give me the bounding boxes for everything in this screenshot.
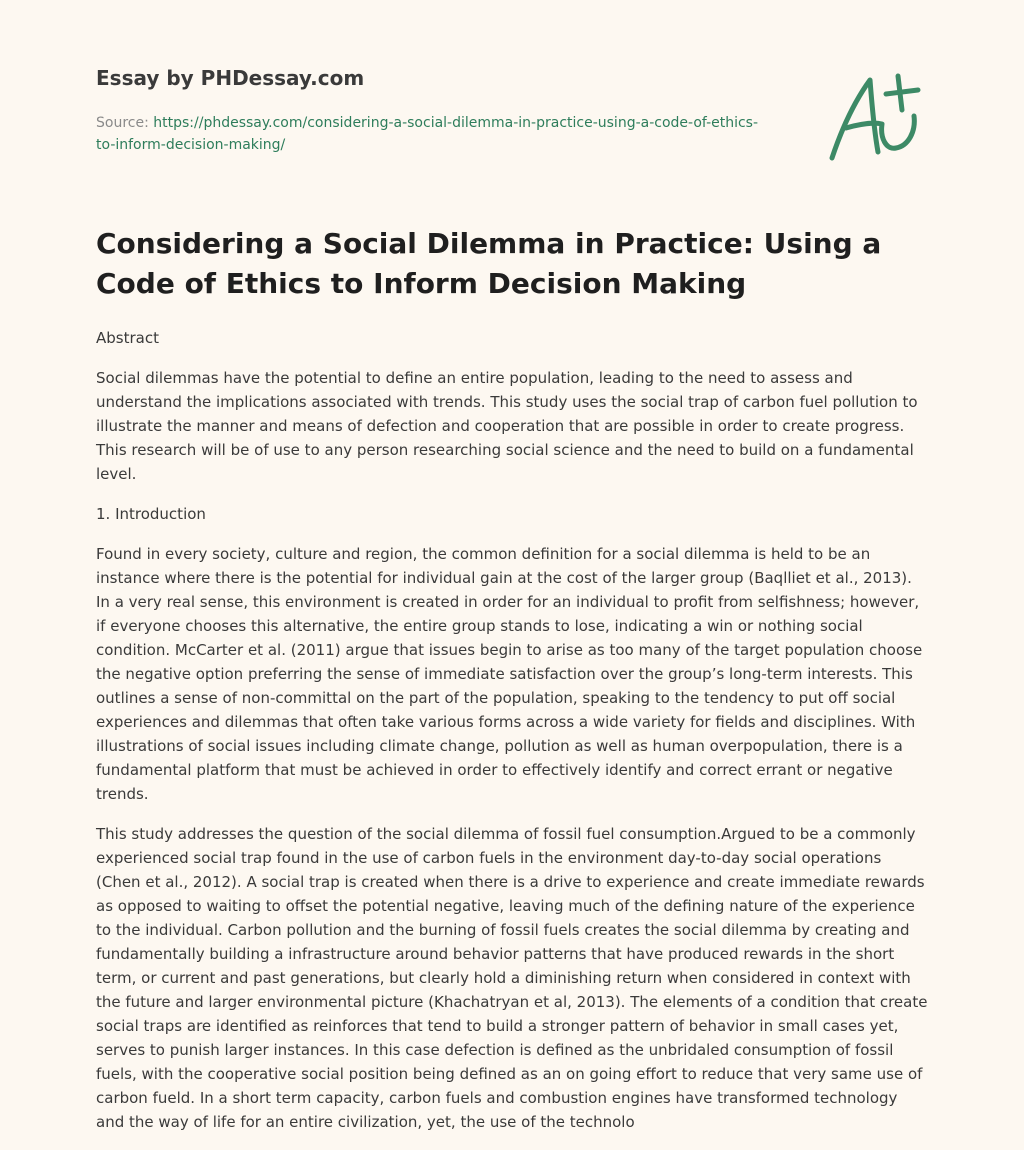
site-brand: Essay by PHDessay.com (96, 66, 365, 90)
body-paragraph-1: Found in every society, culture and region, the common definition for a social dilemma is held to be an instance where there is the potential for individual gain at the cost of the larger group (Baqlliet et al., 2013). In a very real sense, this environment is created in order for an individual to profit from selfishness; however, if everyone chooses this alternative, the entire group stands to lose, indicating a win or nothing social condition. McCarter et al. (2011) argue that issues begin to arise as too many of the target population choose the negative option preferring the sense of immediate satisfaction over the group’s long-term interests. This outlines a sense of non-committal on the part of the population, speaking to the tendency to put off social experiences and dilemmas that often take various forms across a wide variety for fields and disciplines. With illustrations of social issues including climate change, pollution as well as human overpopulation, there is a fundamental platform that must be achieved in order to effectively identify and correct errant or negative trends. (96, 545, 923, 803)
essay-title: Considering a Social Dilemma in Practice: Using a Code of Ethics to Inform Decision Making (96, 227, 882, 300)
abstract-heading: Abstract (96, 329, 159, 347)
a-plus-logo-icon (820, 66, 930, 166)
abstract-paragraph: Social dilemmas have the potential to define an entire population, leading to the need to assess and understand the implications associated with trends. This study uses the social trap of carbon fuel pollution to illustrate the manner and means of defection and cooperation that are possible in order to create progress. This research will be of use to any person researching social science and the need to build on a fundamental level. (96, 369, 918, 483)
source-link[interactable]: https://phdessay.com/considering-a-social-dilemma-in-practice-using-a-code-of-ethics-to-inform-decision-making/ (96, 115, 759, 153)
source-line (96, 112, 776, 156)
body-paragraph-2: This study addresses the question of the social dilemma of fossil fuel consumption.Argued to be a commonly experienced social trap found in the use of carbon fuels in the environment day-to-day social operations (Chen et al., 2012). A social trap is created when there is a drive to experience and create immediate rewards as opposed to waiting to offset the potential negative, leaving much of the defining nature of the experience to the individual. Carbon pollution and the burning of fossil fuels creates the social dilemma by creating and fundamentally building a infrastructure around behavior patterns that have produced rewards in the short term, or current and past generations, but clearly hold a diminishing return when considered in context with the future and larger environmental picture (Khachatryan et al, 2013). The elements of a condition that create social traps are identified as reinforces that tend to build a stronger pattern of behavior in small cases yet, serves to punish larger instances. In this case defection is defined as the unbridaled consumption of fossil fuels, with the cooperative social position being defined as an on going effort to reduce that very same use of carbon fueld. In a short term capacity, carbon fuels and combustion engines have transformed technology and the way of life for an entire civilization, yet, the use of the technolo (96, 825, 928, 1131)
essay-body (96, 326, 928, 1150)
introduction-heading: 1. Introduction (96, 505, 206, 523)
source-label: Source: (96, 115, 149, 131)
